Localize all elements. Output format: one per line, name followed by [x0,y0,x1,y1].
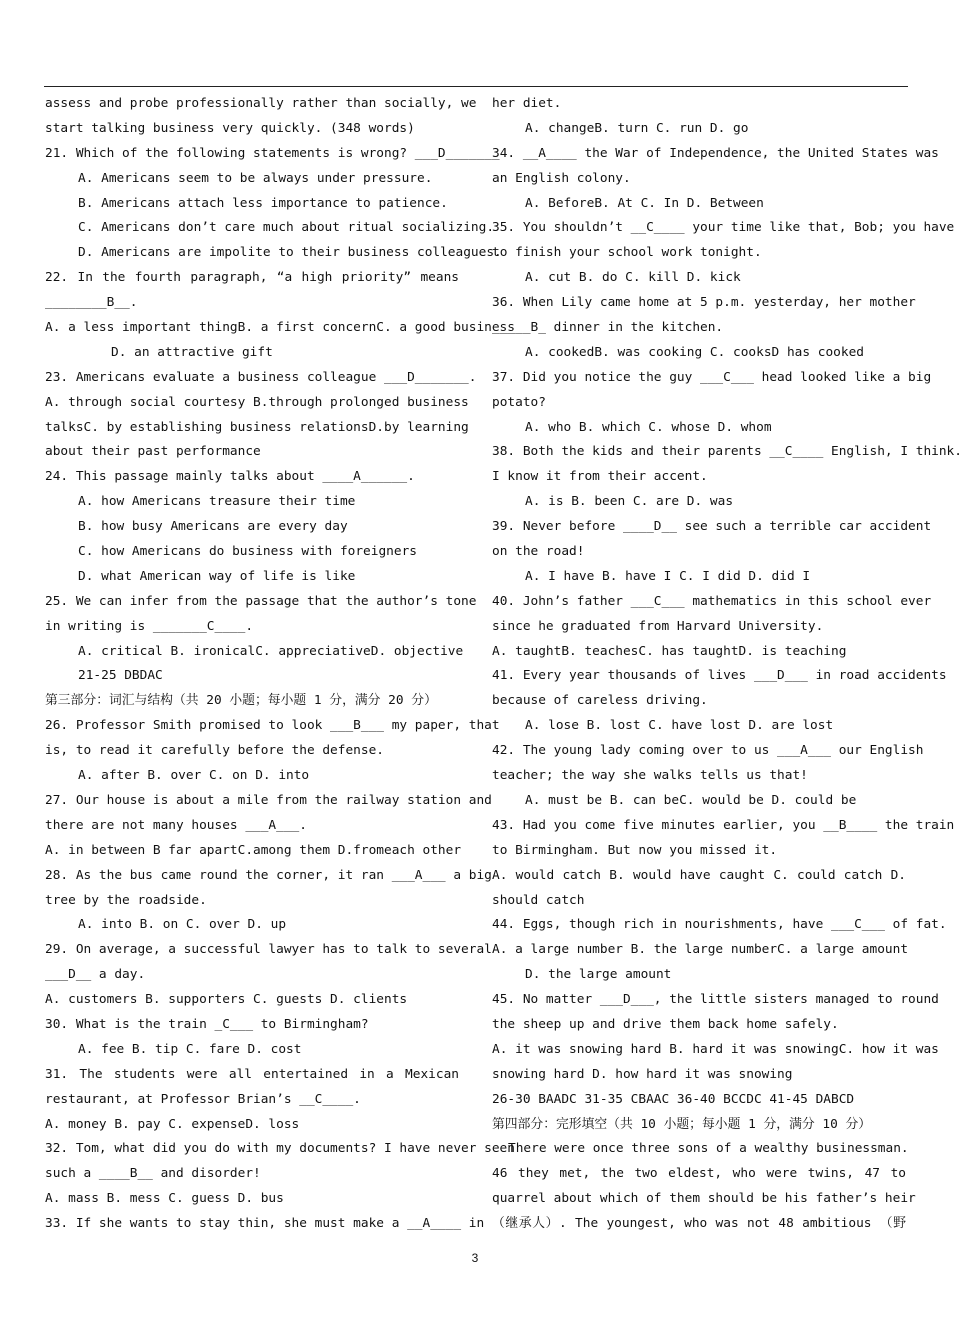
text-line: to finish your school work tonight. [492,245,762,261]
text-line: since he graduated from Harvard University. [492,618,824,634]
text-line: 37. Did you notice the guy ___C___ head looked like a big [492,369,932,385]
text-line: C. Americans don’t care much about ritual socializing. [78,220,495,236]
text-line: A. after B. over C. on D. into [78,768,310,784]
right-column [492,92,962,1237]
text-line: A. money B. pay C. expenseD. loss [45,1116,300,1132]
text-line: 第三部分：词汇与结构（共 20 小题；每小题 1 分，满分 20 分） [45,693,437,709]
text-line: A. changeB. turn C. run D. go [525,120,749,136]
text-line: 39. Never before ____D__ see such a terrible car accident [492,519,932,535]
text-line: A. I have B. have I C. I did D. did I [525,568,811,584]
text-line: D. an attractive gift [111,344,273,360]
text-line: 25. We can infer from the passage that the author’s tone [45,593,477,609]
text-line: A. how Americans treasure their time [78,494,356,510]
text-line: 第四部分：完形填空（共 10 小题；每小题 1 分，满分 10 分） [492,1116,872,1132]
page-number: 3 [471,1251,479,1265]
text-line: 26. Professor Smith promised to look ___B___ my paper, that [45,718,500,734]
text-line: 21-25 DBDAC [78,668,163,684]
text-line: start talking business very quickly. (348 words) [45,120,415,136]
text-line: 28. As the bus came round the corner, it ran ___A___ a big [45,867,492,883]
text-line: 42. The young lady coming over to us ___A___ our English [492,743,924,759]
text-line: 46 they met, the two eldest, who were twins, 47 to [492,1166,906,1182]
text-line: restaurant, at Professor Brian’s __C____. [45,1091,361,1107]
text-line: A. taughtB. teachesC. has taughtD. is teaching [492,643,847,659]
text-line: 27. Our house is about a mile from the railway station and [45,792,492,808]
text-line: 44. Eggs, though rich in nourishments, have ___C___ of fat. [492,917,947,933]
text-line: her diet. [492,96,562,111]
text-line: 36. When Lily came home at 5 p.m. yesterday, her mother [492,295,916,311]
text-line: ________B__. [45,295,138,311]
text-line: there are not many houses ___A___. [45,817,307,833]
text-line: 31. The students were all entertained in a Mexican [45,1066,459,1082]
text-line: potato? [492,394,546,410]
text-line: A. critical B. ironicalC. appreciativeD. objective [78,643,464,659]
text-line: teacher; the way she walks tells us that! [492,768,808,784]
text-line: tree by the roadside. [45,892,207,908]
text-line: to Birmingham. But now you missed it. [492,842,778,858]
text-line: A. must be B. can beC. would be D. could be [525,792,857,808]
text-line: A. a large number B. the large numberC. a large amount [492,942,909,958]
text-line: D. Americans are impolite to their business colleagues. [78,245,502,261]
text-line: A. cookedB. was cooking C. cooksD has cooked [525,344,864,360]
text-line: A. lose B. lost C. have lost D. are lost [525,718,834,734]
text-line: is, to read it carefully before the defense. [45,743,384,759]
text-line: talksC. by establishing business relationsD.by learning [45,419,469,435]
text-line: B. Americans attach less importance to patience. [78,195,448,211]
text-line: A. customers B. supporters C. guests D. clients [45,992,408,1008]
text-line: quarrel about which of them should be his father’s heir [492,1191,916,1207]
text-line: 35. You shouldn’t __C____ your time like that, Bob; you have [492,220,955,236]
text-line: A. Americans seem to be always under pressure. [78,170,433,186]
text-line: because of careless driving. [492,693,708,709]
text-line: A. would catch B. would have caught C. could catch D. [492,867,906,883]
text-line: 43. Had you come five minutes earlier, you __B____ the train [492,817,955,833]
text-line: A. mass B. mess C. guess D. bus [45,1191,284,1207]
text-line: on the road! [492,544,585,560]
text-line: 26-30 BAADC 31-35 CBAAC 36-40 BCCDC 41-45 DABCD [492,1091,855,1107]
header-rule [44,86,908,87]
text-line: ___D__ a day. [45,967,146,983]
text-line: assess and probe professionally rather than socially, we [45,96,477,111]
text-line: 21. Which of the following statements is wrong? ___D_______ [45,145,500,161]
text-line: 45. No matter ___D___, the little sisters managed to round [492,992,939,1008]
text-line: A. fee B. tip C. fare D. cost [78,1041,302,1057]
text-line: 32. Tom, what did you do with my documents? I have never seen [45,1141,515,1157]
text-line: should catch [492,892,585,908]
text-line: the sheep up and drive them back home safely. [492,1016,839,1032]
text-line: 22. In the fourth paragraph, “a high priority” means [45,270,459,286]
text-line: A. in between B far apartC.among them D.fromeach other [45,842,462,858]
text-line: about their past performance [45,444,261,460]
text-line: an English colony. [492,170,631,186]
text-line: 33. If she wants to stay thin, she must make a __A____ in [45,1216,485,1232]
text-line: A. a less important thingB. a first concernC. a good business [45,320,515,336]
text-line: such a ____B__ and disorder! [45,1166,261,1182]
text-line: A. cut B. do C. kill D. kick [525,270,741,286]
text-line: There were once three sons of a wealthy businessman. [508,1141,909,1157]
text-line: _____B_ dinner in the kitchen. [492,320,724,336]
text-line: 24. This passage mainly talks about ____A______. [45,469,415,485]
text-line: A. through social courtesy B.through prolonged business [45,394,469,410]
text-line: （继承人）. The youngest, who was not 48 ambitious （野 [492,1216,906,1232]
text-line: A. who B. which C. whose D. whom [525,419,772,435]
text-line: A. is B. been C. are D. was [525,494,734,510]
text-line: D. what American way of life is like [78,568,356,584]
text-line: A. into B. on C. over D. up [78,917,287,933]
text-line: I know it from their accent. [492,469,708,485]
text-line: 29. On average, a successful lawyer has to talk to several [45,942,492,958]
text-line: 41. Every year thousands of lives ___D___ in road accidents [492,668,947,684]
text-line: 40. John’s father ___C___ mathematics in this school ever [492,593,932,609]
text-line: 34. __A____ the War of Independence, the United States was [492,145,939,161]
left-column [45,92,515,1237]
text-line: 30. What is the train _C___ to Birmingham? [45,1016,369,1032]
text-line: B. how busy Americans are every day [78,519,348,535]
text-line: in writing is _______C____. [45,618,254,634]
text-line: 38. Both the kids and their parents __C____ English, I think. [492,444,962,460]
text-line: A. BeforeB. At C. In D. Between [525,195,764,211]
text-line: D. the large amount [525,967,672,983]
text-line: snowing hard D. how hard it was snowing [492,1066,793,1082]
text-line: A. it was snowing hard B. hard it was snowingC. how it was [492,1041,939,1057]
text-line: C. how Americans do business with foreigners [78,544,417,560]
text-line: 23. Americans evaluate a business colleague ___D_______. [45,369,477,385]
